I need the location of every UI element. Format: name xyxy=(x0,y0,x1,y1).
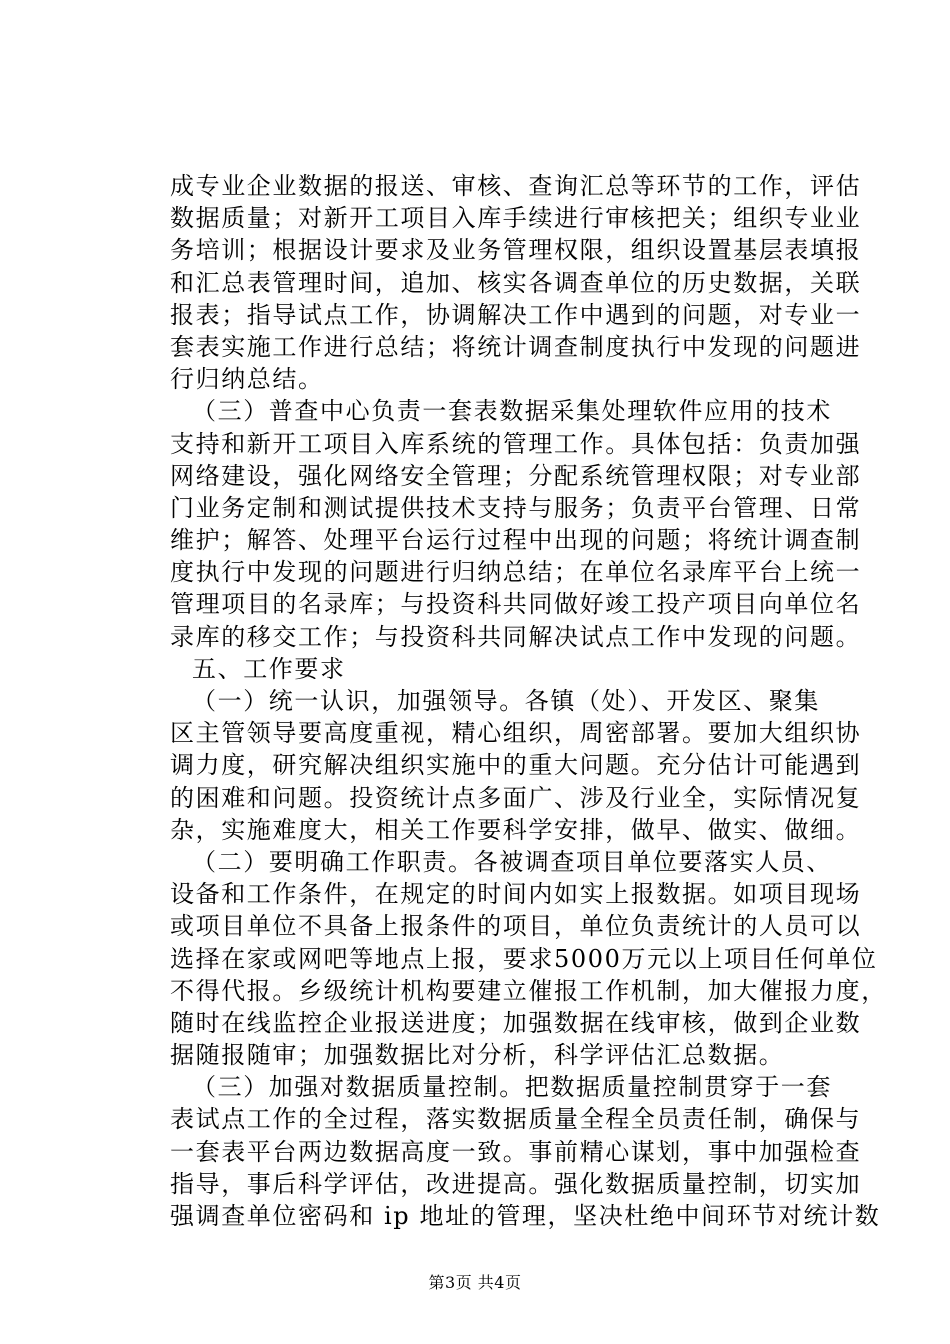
text-line: 成专业企业数据的报送、审核、查询汇总等环节的工作，评估 xyxy=(170,172,862,200)
text-line: 区主管领导要高度重视，精心组织，周密部署。要加大组织协 xyxy=(170,719,862,748)
text-line: 或项目单位不具备上报条件的项目，单位负责统计的人员可以 xyxy=(170,912,862,941)
text-line: 数据质量；对新开工项目入库手续进行审核把关；组织专业业 xyxy=(170,204,862,233)
text-line: 行归纳总结。 xyxy=(170,365,324,394)
text-line: 录库的移交工作；与投资科共同解决试点工作中发现的问题。 xyxy=(170,622,862,651)
paragraph-start-line: （一）统一认识，加强领导。各镇（处）、开发区、聚集 xyxy=(192,687,820,715)
text-line: 选择在家或网吧等地点上报，要求5000万元以上项目任何单位 xyxy=(170,944,878,973)
text-line: 杂，实施难度大，相关工作要科学安排，做早、做实、做细。 xyxy=(170,815,862,844)
paragraph-start-line: （三）加强对数据质量控制。把数据质量控制贯穿于一套 xyxy=(192,1073,832,1102)
text-line: 设备和工作条件，在规定的时间内如实上报数据。如项目现场 xyxy=(170,880,862,909)
text-line: 强调查单位密码和 ip 地址的管理，坚决杜绝中间环节对统计数 xyxy=(170,1202,881,1230)
text-line: 据随报随审；加强数据比对分析，科学评估汇总数据。 xyxy=(170,1041,785,1070)
text-line: 务培训；根据设计要求及业务管理权限，组织设置基层表填报 xyxy=(170,236,862,265)
text-line: 维护；解答、处理平台运行过程中出现的问题；将统计调查制 xyxy=(170,526,862,555)
text-line: 度执行中发现的问题进行归纳总结；在单位名录库平台上统一 xyxy=(170,558,862,587)
text-line: 支持和新开工项目入库系统的管理工作。具体包括：负责加强 xyxy=(170,429,862,458)
text-line: 套表实施工作进行总结；将统计调查制度执行中发现的问题进 xyxy=(170,332,862,361)
section-heading: 五、工作要求 xyxy=(192,654,346,683)
text-line: 指导，事后科学评估，改进提高。强化数据质量控制，切实加 xyxy=(170,1169,862,1198)
text-line: 调力度，研究解决组织实施中的重大问题。充分估计可能遇到 xyxy=(170,751,862,780)
text-line: 一套表平台两边数据高度一致。事前精心谋划，事中加强检查 xyxy=(170,1137,862,1166)
text-line: 表试点工作的全过程，落实数据质量全程全员责任制，确保与 xyxy=(170,1105,862,1134)
page-number-footer: 第3页 共4页 xyxy=(428,1273,522,1292)
text-line: 管理项目的名录库；与投资科共同做好竣工投产项目向单位名 xyxy=(170,590,862,619)
text-line: 门业务定制和测试提供技术支持与服务；负责平台管理、日常 xyxy=(170,493,862,522)
paragraph-start-line: （三）普查中心负责一套表数据采集处理软件应用的技术 xyxy=(192,397,832,426)
text-line: 网络建设，强化网络安全管理；分配系统管理权限；对专业部 xyxy=(170,461,862,490)
text-line: 随时在线监控企业报送进度；加强数据在线审核，做到企业数 xyxy=(170,1008,862,1037)
document-body xyxy=(170,170,887,1232)
text-line: 不得代报。乡级统计机构要建立催报工作机制，加大催报力度， xyxy=(170,976,887,1005)
text-line: 报表；指导试点工作，协调解决工作中遇到的问题，对专业一 xyxy=(170,300,862,329)
paragraph-start-line: （二）要明确工作职责。各被调查项目单位要落实人员、 xyxy=(192,847,832,876)
text-line: 的困难和问题。投资统计点多面广、涉及行业全，实际情况复 xyxy=(170,783,862,812)
text-line: 和汇总表管理时间，追加、核实各调查单位的历史数据，关联 xyxy=(170,268,862,297)
